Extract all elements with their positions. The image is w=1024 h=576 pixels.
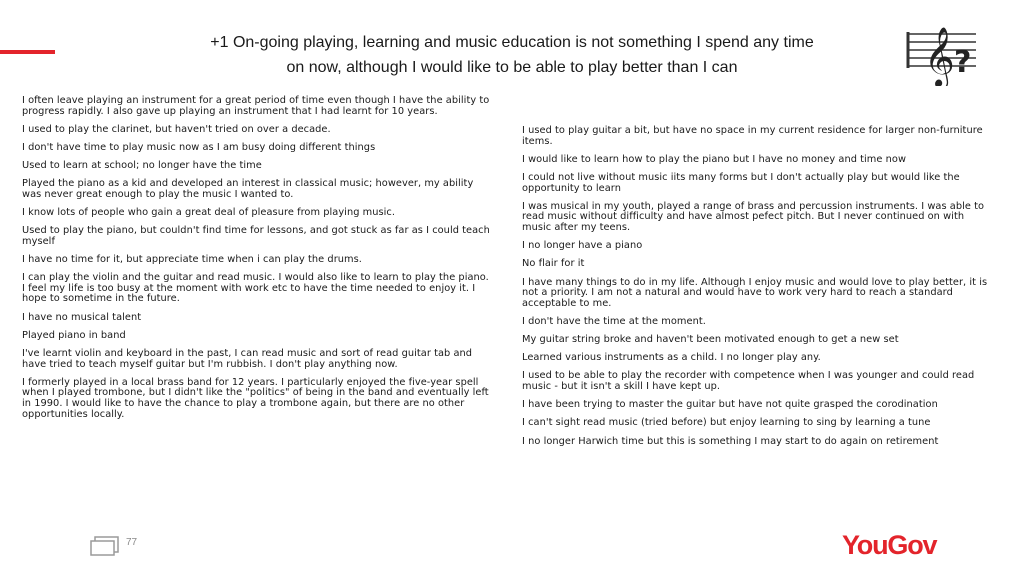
- title-line-1: +1 On-going playing, learning and music education is not something I spend any time: [210, 34, 814, 51]
- accent-bar: [0, 50, 55, 54]
- quote-item: I have been trying to master the guitar but have not quite grasped the corodination: [522, 399, 938, 411]
- svg-text:?: ?: [954, 45, 972, 80]
- quote-item: I could not live without music iits many forms but I don't actually play but would like the opportunity to learn: [522, 171, 960, 194]
- quote-item: I was musical in my youth, played a range of brass and percussion instruments. I was able to read music without difficulty and have almost pefect pitch. But I never continued on with music after my teens.: [522, 200, 985, 233]
- quote-item: I know lots of people who gain a great deal of pleasure from playing music.: [22, 207, 396, 219]
- slides-icon: [90, 536, 120, 556]
- title-line-2: on now, although I would like to be able to play better than I can: [286, 59, 738, 76]
- quote-item: I have no musical talent: [22, 311, 142, 323]
- quote-item: I've learnt violin and keyboard in the past, I can read music and sort of read guitar tab and have tried to teach myself guitar but I'm rubbish. I don't play anything now.: [22, 348, 473, 370]
- quote-item: I have many things to do in my life. Although I enjoy music and would love to play better, it is not a priority. I am not a natural and would have to work very hard to reach a standard acceptable to me.: [522, 276, 988, 309]
- quote-item: I often leave playing an instrument for a great period of time even though I have the ability to progress rapidly. I also gave up playing an instrument that I had learnt for 10 years.: [22, 95, 490, 117]
- slide-title: [150, 30, 874, 80]
- quote-item: No flair for it: [522, 258, 585, 270]
- svg-text:𝄞: 𝄞: [924, 27, 955, 86]
- quote-item: I can play the violin and the guitar and read music. I would also like to learn to play the piano. I feel my life is too busy at the moment with work etc to have the time needed to enjoy it. I hope to sometime in the future.: [22, 272, 489, 305]
- quote-item: I can't sight read music (tried before) but enjoy learning to sing by learning a tune: [522, 417, 931, 429]
- yougov-logo: YouGov: [842, 530, 937, 560]
- page-number: 77: [126, 537, 138, 548]
- quote-item: I used to be able to play the recorder with competence when I was younger and could read music - but it isn't a skill I have kept up.: [522, 370, 975, 393]
- quote-item: Used to learn at school; no longer have the time: [22, 160, 262, 172]
- quote-item: Used to play the piano, but couldn't find time for lessons, and got stuck as far as I could teach myself: [22, 225, 490, 247]
- quote-item: I don't have time to play music now as I am busy doing different things: [22, 141, 376, 153]
- quote-item: I used to play guitar a bit, but have no space in my current residence for larger non-furniture items.: [522, 125, 983, 147]
- quote-item: I used to play the clarinet, but haven't tried on over a decade.: [22, 123, 331, 135]
- quote-item: My guitar string broke and haven't been motivated enough to get a new set: [522, 334, 899, 346]
- quote-item: I have no time for it, but appreciate time when i can play the drums.: [22, 254, 362, 266]
- quote-item: I don't have the time at the moment.: [522, 315, 706, 327]
- quote-item: I no longer have a piano: [522, 240, 643, 252]
- quote-item: Learned various instruments as a child. I no longer play any.: [522, 352, 821, 364]
- quote-item: Played piano in band: [22, 329, 126, 341]
- left-quotes-column: [22, 96, 490, 428]
- music-clef-question-icon: [904, 18, 980, 86]
- quote-item: I no longer Harwich time but this is something I may start to do again on retirement: [522, 435, 939, 447]
- right-quotes-column: [522, 126, 994, 455]
- quote-item: Played the piano as a kid and developed an interest in classical music; however, my ability was never great enough to play the music I wanted to.: [22, 178, 474, 200]
- quote-item: I would like to learn how to play the piano but I have no money and time now: [522, 153, 907, 165]
- quote-item: I formerly played in a local brass band for 12 years. I particularly enjoyed the five-year spell when I played trombone, but I didn't like the "politics" of being in the band and eventually left in 1990. I would like to have the chance to play a trombone again, but there are no other opportunities locally.: [22, 376, 489, 420]
